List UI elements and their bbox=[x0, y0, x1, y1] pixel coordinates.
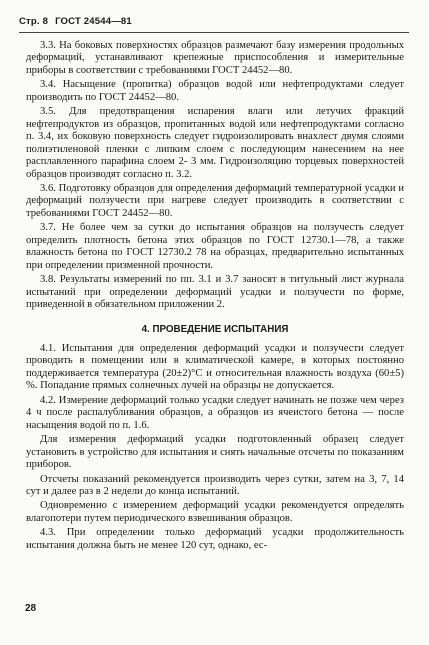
paragraph-4-2-weighing: Одновременно с измерением деформаций усадки рекомендуется определять влагопотери путем периодического взвешивания образцов. bbox=[26, 500, 404, 524]
document-body bbox=[26, 40, 404, 554]
paragraph-3-7: 3.7. Не более чем за сутки до испытания образцов на ползучесть следует определить плотность бетона этих образцов по ГОСТ 12730.1—78, а также влажность бетона по ГОСТ 12730.2 78 на образцах, предварительно испытанных при определении призменной прочности. bbox=[26, 222, 404, 271]
standard-code: ГОСТ 24544—81 bbox=[55, 16, 132, 27]
header-rule bbox=[19, 32, 409, 33]
paragraph-3-4: 3.4. Насыщение (пропитка) образцов водой или нефтепродуктами следует производить по ГОСТ 24452—80. bbox=[26, 79, 404, 103]
paragraph-3-8: 3.8. Результаты измерений по пп. 3.1 и 3.7 заносят в титульный лист журнала испытаний при определении деформаций усадки и ползучести по форме, приведенной в обязательном приложении 2. bbox=[26, 274, 404, 311]
paragraph-4-1: 4.1. Испытания для определения деформаций усадки и ползучести следует проводить в помещении или в климатической камере, в которых постоянно поддерживается температура (20±2)°С и относительная влажность воздуха (60±5) %. Попадание прямых солнечных лучей на образцы не допускается. bbox=[26, 342, 404, 392]
paragraph-3-3: 3.3. На боковых поверхностях образцов размечают базу измерения продольных деформаций, устанавливают крепежные приспособления и измерительные приборы в соответствии с требованиями ГОСТ 24452—80. bbox=[26, 40, 404, 76]
paragraph-4-2: 4.2. Измерение деформаций только усадки следует начинать не позже чем через 4 ч после распалубливания образцов, а образцов из ячеистого бетона — после насыщения водой по п. 1.6. bbox=[26, 394, 404, 431]
page-number: 28 bbox=[25, 603, 37, 614]
paragraph-3-5: 3.5. Для предотвращения испарения влаги или летучих фракций нефтепродуктов из образцов, пропитанных водой или нефтепродуктами согласно п. 3.4, их боковую поверхность следует гидроизолировать внахлест двумя слоями полиэтиленовой пленки с липким слоем с последующим нанесением на нее расплавленного парафина слоем 2- 3 мм. Гидроизоляцию торцевых поверхностей образцов производят согласно п. 3.2. bbox=[26, 106, 404, 180]
paragraph-4-2-setup: Для измерения деформаций усадки подготовленный образец следует установить в устройство для испытания и снять начальные отсчеты по показаниям приборов. bbox=[26, 434, 404, 471]
paragraph-4-3: 4.3. При определении только деформаций усадки продолжительность испытания должна быть не менее 120 сут, однако, ес- bbox=[26, 527, 404, 551]
paragraph-3-6: 3.6. Подготовку образцов для определения деформаций температурной усадки и деформаций ползучести при нагреве следует производить в соответствии с требованиями ГОСТ 24452—80. bbox=[26, 182, 404, 219]
paragraph-4-2-readings: Отсчеты показаний рекомендуется производить через сутки, затем на 3, 7, 14 сут и далее раз в 2 недели до конца испытаний. bbox=[26, 473, 404, 497]
page-label: Стр. 8 bbox=[19, 16, 49, 27]
section-title: 4. ПРОВЕДЕНИЕ ИСПЫТАНИЯ bbox=[141, 323, 289, 335]
page-header bbox=[19, 16, 139, 27]
